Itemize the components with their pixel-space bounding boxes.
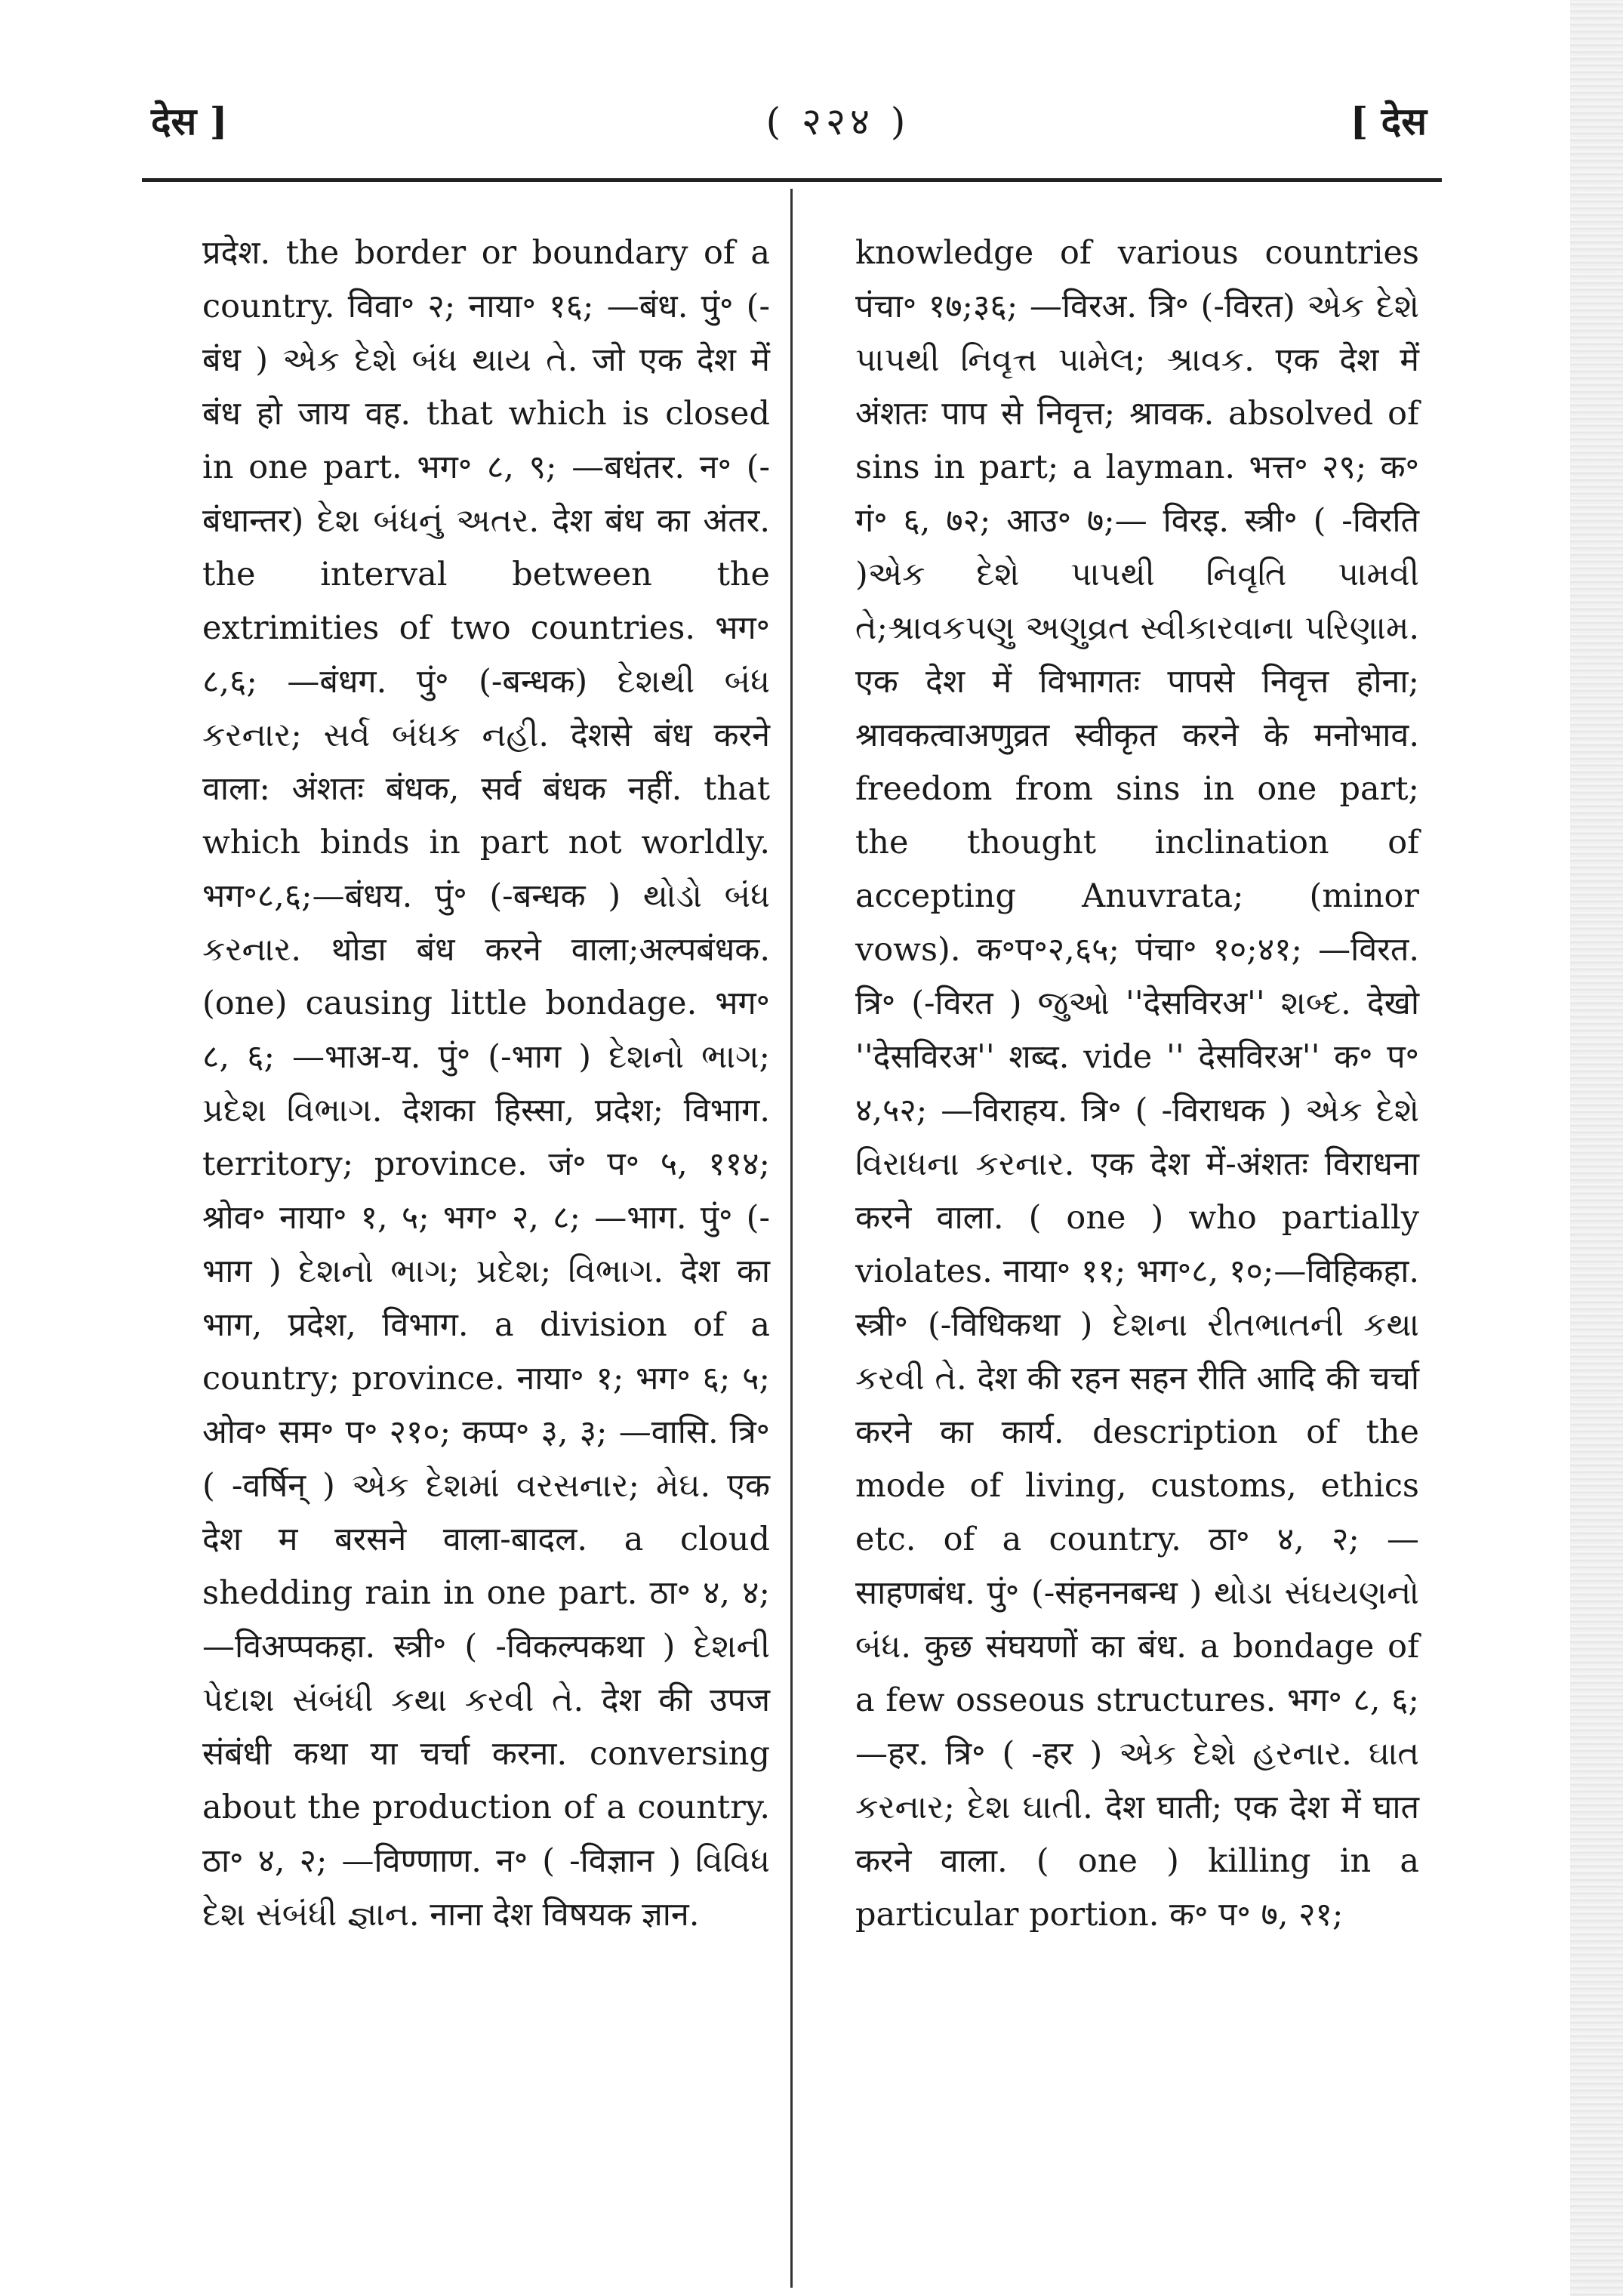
header-right-headword: [ देस [1350,99,1427,143]
header-left-headword: देस ] [151,99,228,143]
page-edge-scan [1570,0,1623,2296]
page-header [143,94,1427,162]
page-number: ( २२४ ) [765,100,910,143]
header-rule [142,178,1442,182]
column-divider [790,189,793,2288]
right-column-text: knowledge of various countries पंचा॰ १७;३६; —विरअ. त्रि॰ (-विरत) એક દેશે પાપથી નિવૃત્ત પામેલ; શ્રાવક. एक देश में अंशतः पाप से निवृत्त; श्रावक. absolved of sins in part; a layman. भत्त॰ २९; क॰ गं॰ ६, ७२; आउ॰ ७;— विरइ. स्त्री॰ ( -विरति )એક દેશે પાપથી નિવૃતિ પામવી તે;શ્રાવકપણુ અણુવ્રત સ્વીકારવાના પરિણામ. एक देश में विभागतः पापसे निवृत्त होना; श्रावकत्वाअणुव्रत स्वीकृत करने के मनोभाव. freedom from sins in one part; the thought inclination of accepting Anuvrata; (minor vows). क॰प॰२,६५; पंचा॰ १०;४१; —विरत. त्रि॰ (-विरत ) જુઓ ''देसविरअ'' શબ્દ. देखो ''देसविरअ'' शब्द. vide '' देसविरअ'' क॰ प॰ ४,५२; —विराहय. त्रि॰ ( -विराधक ) એક દેશે વિરાધના કરનાર. एक देश में-अंशतः विराधना करने वाला. ( one ) who partially violates. नाया॰ ११; भग॰८, १०;—विहिकहा. स्त्री॰ (-विधिकथा ) દેશના રીતભાતની કથા કરવી તે. देश की रहन सहन रीति आदि की चर्चा करने का कार्य. description of the mode of living, customs, ethics etc. of a country. ठा॰ ४, २; —साहणबंध. पुं॰ (-संहननबन्ध ) થોડા સંઘયણનો બંધ. कुछ संघयणों का बंध. a bondage of a few osseous structures. भग॰ ८, ६; —हर. त्रि॰ ( -हर ) એક દેશે હરનાર. ઘાત કરનાર; દેશ ઘાતી. देश घाती; एक देश में घात करने वाला. ( one ) killing in a particular portion. क॰ प॰ ७, २१; [855,234,1419,1934]
left-column [202,227,770,1942]
left-column-text: प्रदेश. the border or boundary of a country. विवा॰ २; नाया॰ १६; —बंध. पुं॰ (-बंध ) એક દેશે બંધ થાય તે. जो एक देश में बंध हो जाय वह. that which is closed in one part. भग॰ ८, ९; —बधंतर. न॰ (-बंधान्तर) દેશ બંધનું અતર. देश बंध का अंतर. the interval between the extrimities of two countries. भग॰ ८,६; —बंधग. पुं॰ (-बन्धक) દેશથી બંધ કરનાર; સર્વ બંધક નહી. देशसे बंध करने वाला: अंशतः बंधक, सर्व बंधक नहीं. that which binds in part not worldly. भग॰८,६;—बंधय. पुं॰ (-बन्धक ) થોડો બંધ કરનાર. थोडा बंध करने वाला;अल्पबंधक. (one) causing little bondage. भग॰ ८, ६; —भाअ-य. पुं॰ (-भाग ) દેશનો ભાગ; પ્રદેશ વિભાગ. देशका हिस्सा, प्रदेश; विभाग. territory; province. जं॰ प॰ ५, ११४; श्रोव॰ नाया॰ १, ५; भग॰ २, ८; —भाग. पुं॰ (-भाग ) દેશનો ભાગ; પ્રદેશ; વિભાગ. देश का भाग, प्रदेश, विभाग. a division of a country; province. नाया॰ १; भग॰ ६; ५; ओव॰ सम॰ प॰ २१०; कप्प॰ ३, ३; —वासि. त्रि॰ ( -वर्षिन् ) એક દેશમાં વરસનાર; મેઘ. एक देश म बरसने वाला-बादल. a cloud shedding rain in one part. ठा॰ ४, ४; —विअप्पकहा. स्त्री॰ ( -विकल्पकथा ) દેશની પેદાશ સંબંધી કથા કરવી તે. देश की उपज संबंधी कथा या चर्चा करना. conversing about the production of a country. ठा॰ ४, २; —विण्णाण. न॰ ( -विज्ञान ) વિવિધ દેશ સંબંધી જ્ઞાન. नाना देश विषयक ज्ञान. [202,234,770,1934]
right-column [855,227,1419,1942]
